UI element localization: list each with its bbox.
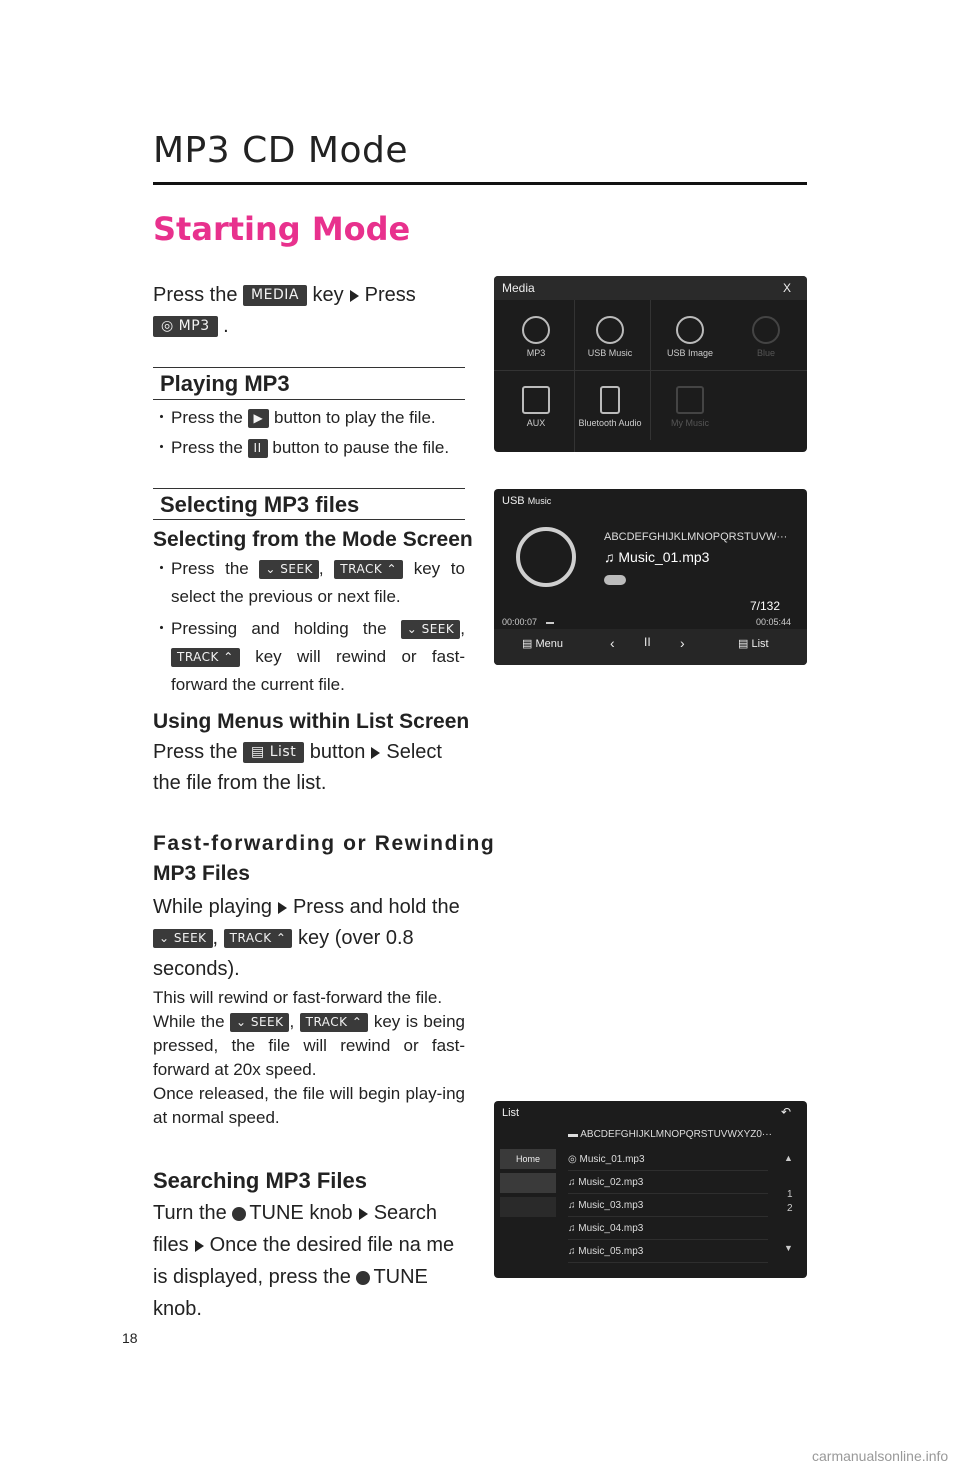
- track-key: TRACK ⌃: [224, 929, 293, 948]
- folder-icon: ▬: [568, 1129, 581, 1140]
- disabled-button: [500, 1197, 556, 1217]
- home-button[interactable]: Home: [500, 1149, 556, 1169]
- seek-key: ⌄ SEEK: [153, 929, 213, 948]
- rule: [153, 399, 465, 400]
- playing-list: [153, 406, 465, 460]
- progress-bar[interactable]: [546, 622, 554, 624]
- ff-heading: Fast-forwarding or Rewinding: [153, 832, 496, 855]
- music-icon: [596, 316, 624, 344]
- list-item: ・ Press the II button to pause the file.: [153, 436, 465, 460]
- phone-icon: [600, 386, 620, 414]
- playing-heading: Playing MP3: [160, 371, 290, 396]
- back-icon[interactable]: ↶: [780, 1105, 791, 1119]
- arrow-right-icon: [195, 1240, 204, 1252]
- time-total: 00:05:44: [756, 617, 792, 627]
- list-item[interactable]: ♫ Music_05.mp3: [568, 1241, 768, 1263]
- list-item: ・ Press the ⌄ SEEK , TRACK ⌃ key to select the previous or next file.: [153, 555, 465, 611]
- play-key: ▶: [248, 409, 270, 428]
- prev-button[interactable]: ‹: [610, 635, 615, 651]
- screen-header: Media X: [494, 276, 807, 300]
- selecting-subheading: Selecting from the Mode Screen: [153, 528, 473, 551]
- list-item: ・ Pressing and holding the ⌄ SEEK , TRACK ⌃ key will rewind or fast-forward the current file.: [153, 615, 465, 699]
- list-key: ▤ List: [243, 742, 304, 763]
- tune-knob-icon: [356, 1271, 370, 1285]
- ff-heading-2: MP3 Files: [153, 862, 250, 885]
- seek-key: ⌄ SEEK: [230, 1013, 290, 1032]
- scroll-up-icon[interactable]: ▲: [784, 1153, 793, 1163]
- image-icon: [676, 316, 704, 344]
- pause-button[interactable]: II: [644, 635, 651, 649]
- list-item[interactable]: ♫ Music_02.mp3: [568, 1172, 768, 1194]
- disc-icon: ◎: [161, 318, 179, 335]
- rule: [153, 367, 465, 368]
- note-icon: ♫: [568, 1177, 579, 1188]
- tile-blue: Blue: [728, 306, 804, 366]
- ff-notes: This will rewind or fast-forward the file. While the ⌄ SEEK , TRACK ⌃ key is being pressed, the file will rewind or fast-forward at 20x speed. Once released, the file will begin play-ing at normal speed.: [153, 988, 465, 1127]
- title-rule: [153, 182, 807, 185]
- usb-music-screen: [494, 489, 807, 665]
- media-key: MEDIA: [243, 285, 307, 306]
- menus-paragraph: Press the ▤ List button Select the file from the list.: [153, 741, 442, 794]
- track-key: TRACK ⌃: [334, 560, 403, 579]
- disc-icon: [516, 527, 576, 587]
- disc-icon: ◎: [568, 1154, 580, 1165]
- note-icon: ♫: [604, 549, 619, 565]
- divider: [574, 300, 575, 452]
- arrow-right-icon: [371, 747, 380, 759]
- control-bar: [494, 629, 807, 665]
- bluetooth-icon: [752, 316, 780, 344]
- arrow-right-icon: [350, 290, 359, 302]
- divider: [494, 370, 807, 371]
- pause-key: II: [248, 439, 268, 458]
- rule: [153, 488, 465, 489]
- search-heading: Searching MP3 Files: [153, 1168, 367, 1193]
- menus-heading: Using Menus within List Screen: [153, 710, 470, 733]
- list-item: ・ Press the ▶ button to play the file.: [153, 406, 465, 430]
- track-key: TRACK ⌃: [300, 1013, 369, 1032]
- list-button[interactable]: ▤ List: [738, 638, 769, 650]
- tile-mp3[interactable]: MP3: [498, 306, 574, 366]
- seek-key: ⌄ SEEK: [259, 560, 319, 579]
- my-music-icon: [676, 386, 704, 414]
- section-title: Starting Mode: [153, 210, 411, 248]
- disc-icon: [522, 316, 550, 344]
- tile-aux[interactable]: AUX: [498, 376, 574, 436]
- album-name: ABCDEFGHIJKLMNOPQRSTUVW···: [604, 531, 788, 543]
- time-elapsed: 00:00:07: [502, 617, 538, 627]
- arrow-right-icon: [359, 1208, 368, 1220]
- list-screen: [494, 1101, 807, 1278]
- list-icon: ▤: [738, 638, 752, 650]
- mp3-key: ◎ MP3: [153, 316, 218, 337]
- tile-usb-music[interactable]: USB Music: [572, 306, 648, 366]
- note-icon: ♫: [568, 1223, 579, 1234]
- cd-icon: [604, 575, 626, 585]
- track-name: ♫ Music_01.mp3: [604, 549, 710, 565]
- ff-paragraph: While playing Press and hold the ⌄ SEEK , TRACK ⌃ key (over 0.8 seconds).: [153, 896, 460, 980]
- selecting-heading: Selecting MP3 files: [160, 492, 360, 517]
- tile-bluetooth-audio[interactable]: Bluetooth Audio: [572, 376, 648, 436]
- track-key: TRACK ⌃: [171, 648, 240, 667]
- screen-title: USB Music: [502, 495, 552, 507]
- selecting-list: [153, 555, 465, 699]
- close-icon[interactable]: X: [782, 281, 791, 295]
- track-count: 7/132: [750, 599, 781, 613]
- start-paragraph: Press the MEDIA key Press ◎ MP3 .: [153, 284, 416, 337]
- next-button[interactable]: ›: [680, 635, 685, 651]
- aux-icon: [522, 386, 550, 414]
- search-paragraph: Turn the TUNE knob Search files Once the desired file na me is displayed, press the TUNE knob.: [153, 1202, 455, 1320]
- tile-usb-image[interactable]: USB Image: [652, 306, 728, 366]
- tile-my-music: My Music: [652, 376, 728, 436]
- scroll-down-icon[interactable]: ▼: [784, 1243, 793, 1253]
- note-icon: ♫: [568, 1246, 579, 1257]
- list-item[interactable]: ♫ Music_04.mp3: [568, 1218, 768, 1240]
- arrow-right-icon: [278, 902, 287, 914]
- menu-button[interactable]: ▤ Menu: [522, 638, 563, 650]
- list-item[interactable]: ◎ Music_01.mp3: [568, 1149, 768, 1171]
- footer-watermark: carmanualsonline.info: [812, 1448, 949, 1464]
- page-title: MP3 CD Mode: [153, 130, 409, 171]
- up-folder-button[interactable]: [500, 1173, 556, 1193]
- list-item[interactable]: ♫ Music_03.mp3: [568, 1195, 768, 1217]
- page-indicator-2: 2: [787, 1203, 793, 1214]
- rule: [153, 519, 465, 520]
- tune-knob-icon: [232, 1207, 246, 1221]
- media-screen: [494, 276, 807, 452]
- folder-name: ▬ ABCDEFGHIJKLMNOPQRSTUVWXYZ0···: [568, 1129, 772, 1140]
- page-number: 18: [122, 1330, 138, 1346]
- screen-title: List: [502, 1107, 520, 1119]
- note-icon: ♫: [568, 1200, 579, 1211]
- seek-key: ⌄ SEEK: [401, 620, 461, 639]
- page-indicator-1: 1: [787, 1189, 793, 1200]
- menu-icon: ▤: [522, 638, 536, 650]
